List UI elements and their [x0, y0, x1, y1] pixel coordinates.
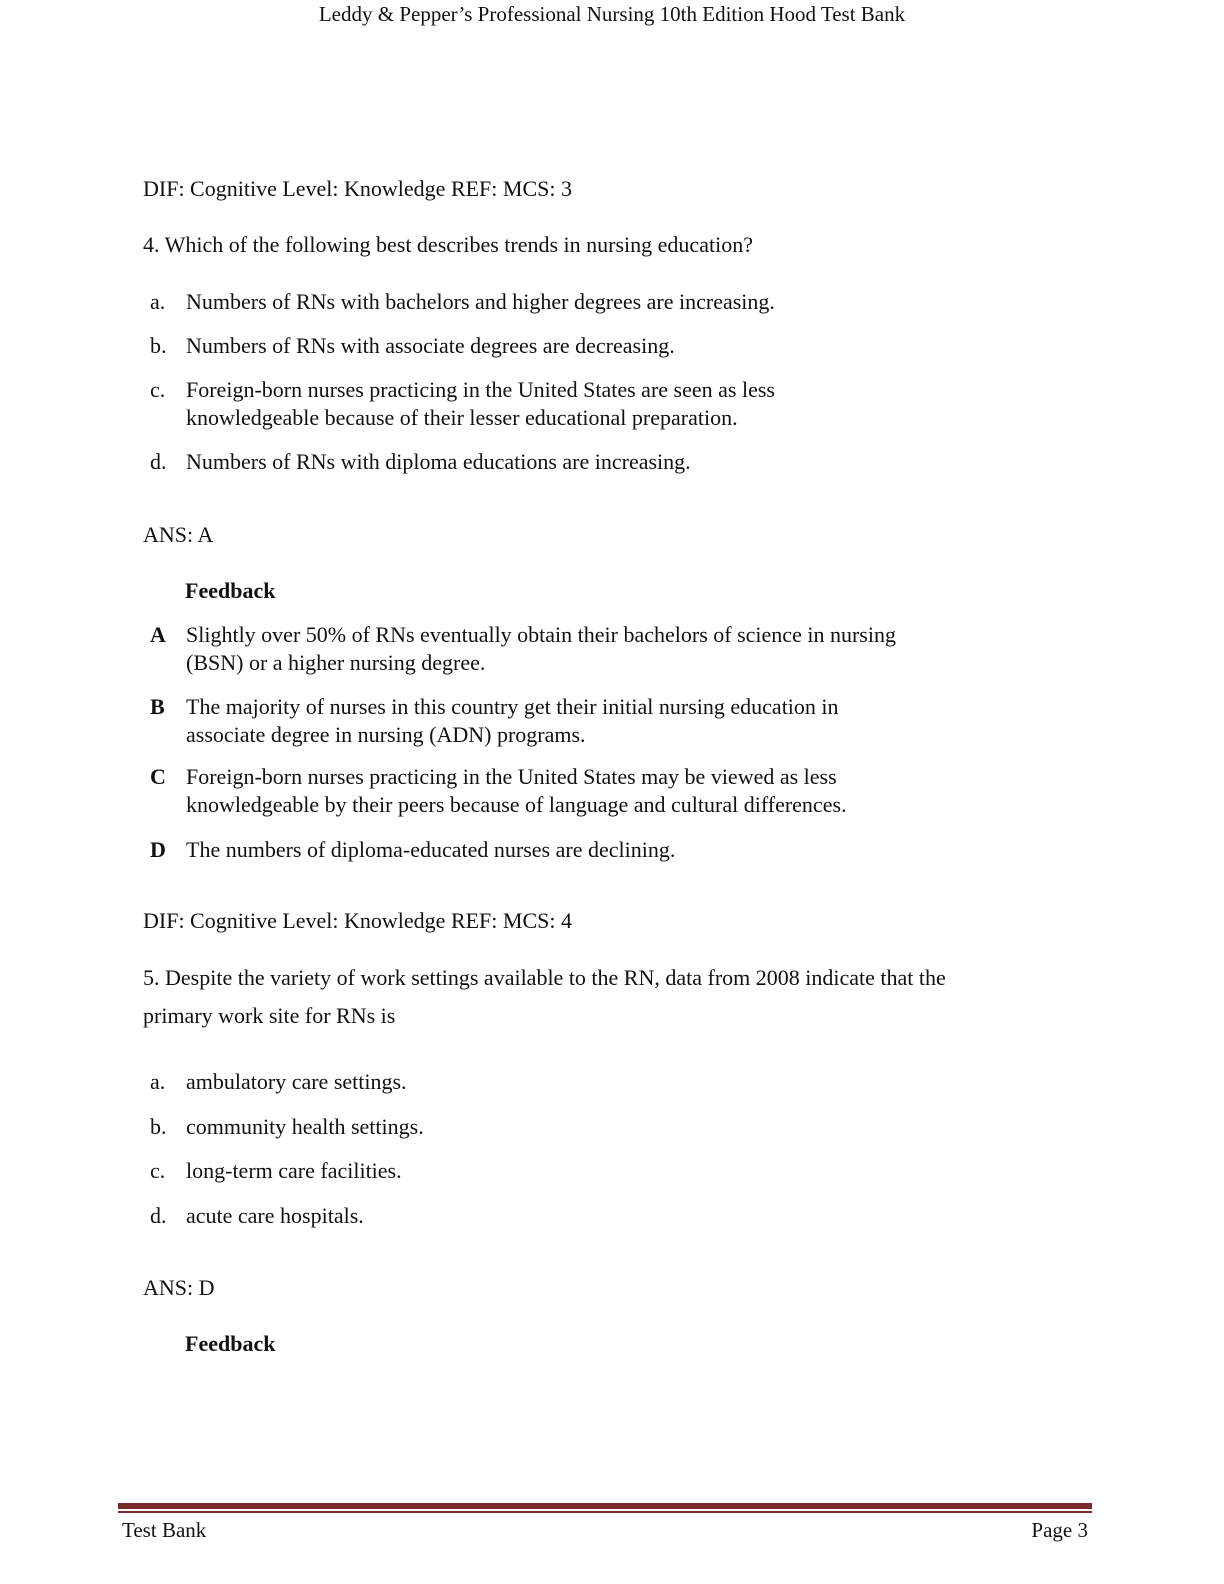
- option-text: acute care hospitals.: [186, 1203, 364, 1228]
- q4-answer: ANS: A: [143, 522, 214, 547]
- option-text-line-2: knowledgeable because of their lesser educational preparation.: [186, 405, 738, 430]
- option-text: Numbers of RNs with diploma educations are increasing.: [186, 449, 691, 474]
- option-letter: c.: [150, 377, 166, 402]
- footer-rule-thin: [118, 1511, 1092, 1513]
- q4-question: 4. Which of the following best describes trends in nursing education?: [143, 232, 753, 257]
- feedback-text-line-2: associate degree in nursing (ADN) programs.: [186, 722, 586, 747]
- option-letter: d.: [150, 449, 167, 474]
- option-letter: c.: [150, 1158, 166, 1183]
- option-text: Numbers of RNs with associate degrees are decreasing.: [186, 333, 675, 358]
- page-number: Page 3: [1031, 1518, 1088, 1542]
- option-text-line-1: Foreign-born nurses practicing in the United States are seen as less: [186, 377, 775, 402]
- option-letter: d.: [150, 1203, 167, 1228]
- feedback-letter: C: [150, 764, 166, 789]
- q4-feedback-heading: Feedback: [185, 578, 276, 603]
- q3-dif-line: DIF: Cognitive Level: Knowledge REF: MCS: 3: [143, 176, 572, 201]
- option-letter: a.: [150, 289, 166, 314]
- footer-rule: [118, 1503, 1092, 1509]
- q4-dif-line: DIF: Cognitive Level: Knowledge REF: MCS: 4: [143, 908, 572, 933]
- feedback-text-line-2: knowledgeable by their peers because of language and cultural differences.: [186, 792, 847, 817]
- q5-question-line-1: 5. Despite the variety of work settings available to the RN, data from 2008 indicate that the: [143, 965, 946, 990]
- option-letter: b.: [150, 333, 167, 358]
- feedback-text: The numbers of diploma-educated nurses are declining.: [186, 837, 676, 862]
- option-letter: b.: [150, 1114, 167, 1139]
- feedback-text-line-2: (BSN) or a higher nursing degree.: [186, 650, 486, 675]
- feedback-letter: A: [150, 622, 166, 647]
- option-text: Numbers of RNs with bachelors and higher degrees are increasing.: [186, 289, 775, 314]
- option-text: long-term care facilities.: [186, 1158, 402, 1183]
- footer-label: Test Bank: [122, 1518, 207, 1542]
- feedback-text-line-1: Slightly over 50% of RNs eventually obtain their bachelors of science in nursing: [186, 622, 896, 647]
- option-text: community health settings.: [186, 1114, 424, 1139]
- option-text: ambulatory care settings.: [186, 1069, 407, 1094]
- feedback-letter: D: [150, 837, 166, 862]
- option-letter: a.: [150, 1069, 166, 1094]
- q5-feedback-heading: Feedback: [185, 1331, 276, 1356]
- feedback-text-line-1: The majority of nurses in this country get their initial nursing education in: [186, 694, 839, 719]
- feedback-letter: B: [150, 694, 165, 719]
- q5-question-line-2: primary work site for RNs is: [143, 1003, 396, 1028]
- feedback-text-line-1: Foreign-born nurses practicing in the United States may be viewed as less: [186, 764, 837, 789]
- page-header: Leddy & Pepper’s Professional Nursing 10th Edition Hood Test Bank: [318, 2, 906, 26]
- q5-answer: ANS: D: [143, 1275, 215, 1300]
